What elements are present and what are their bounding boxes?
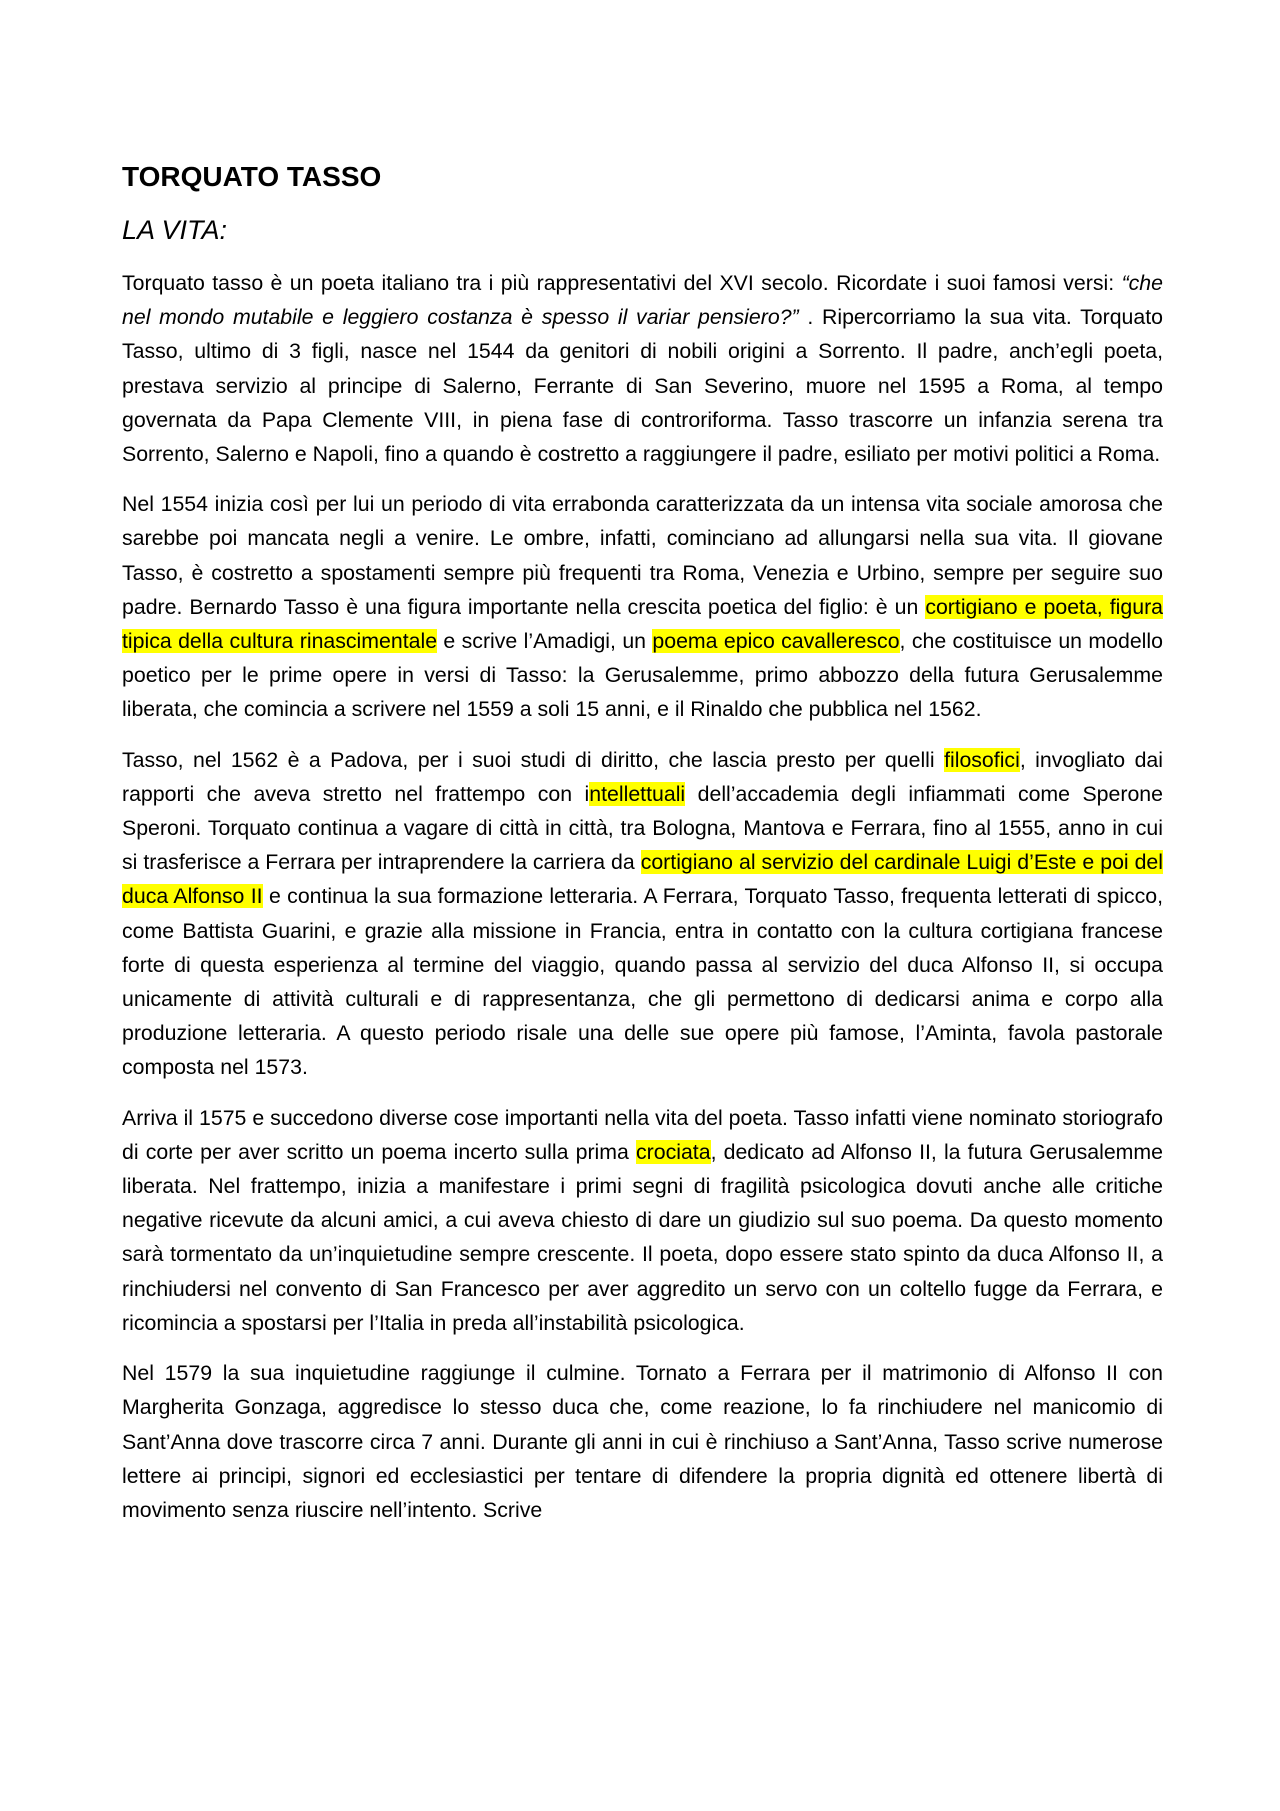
text-run: , dedicato ad Alfonso II, la futura Gerusalemme liberata. Nel frattempo, inizia a manifestare i primi segni di fragilità psicologica dovuti anche alle critiche negative ricevute da alcuni amici, a cui aveva chiesto di dare un giudizio sul suo poema. Da questo momento sarà tormentato da un’inquietudine sempre crescente. Il poeta, dopo essere stato spinto da duca Alfonso II, a rinchiudersi nel convento di San Francesco per aver aggredito un servo con un coltello fugge da Ferrara, e ricomincia a spostarsi per l’Italia in preda all’instabilità psicologica. bbox=[122, 1139, 1163, 1335]
section-heading: LA VITA: bbox=[122, 215, 228, 245]
text-run: , che costituisce un modello poetico per le prime opere in versi di Tasso: la Gerusalemme, primo abbozzo della futura Gerusalemme liberata, che comincia a scrivere nel 1559 a soli 15 anni, e il Rinaldo che pubblica nel 1562. bbox=[122, 629, 1163, 722]
quoted-verse: “che nel mondo mutabile e leggiero costanza è spesso il variar pensiero?” bbox=[122, 271, 1163, 330]
highlighted-text: crociata bbox=[636, 1139, 711, 1164]
text-run: , invogliato dai rapporti che aveva stretto nel frattempo con i bbox=[122, 747, 1163, 806]
text-run: e scrive l’Amadigi, un bbox=[437, 629, 653, 654]
text-run: Nel 1579 la sua inquietudine raggiunge il culmine. Tornato a Ferrara per il matrimonio di Alfonso II con Margherita Gonzaga, aggredisce lo stesso duca che, come reazione, lo fa rinchiudere nel manicomio di Sant’Anna dove trascorre circa 7 anni. Durante gli anni in cui è rinchiuso a Sant’Anna, Tasso scrive numerose lettere ai principi, signori ed ecclesiastici per tentare di difendere la propria dignità ed ottenere libertà di movimento senza riuscire nell’intento. Scrive bbox=[122, 1361, 1163, 1522]
text-run: Torquato tasso è un poeta italiano tra i più rappresentativi del XVI secolo. Ricordate i suoi famosi versi: bbox=[122, 271, 1122, 295]
text-run: Tasso, nel 1562 è a Padova, per i suoi studi di diritto, che lascia presto per quelli bbox=[122, 747, 945, 772]
text-run: e continua la sua formazione letteraria. A Ferrara, Torquato Tasso, frequenta letterati di spicco, come Battista Guarini, e grazie alla missione in Francia, entra in contatto con la cultura cortigiana francese forte di questa esperienza al termine del viaggio, quando passa al servizio del duca Alfonso II, si occupa unicamente di attività culturali e di rappresentanza, che gli permettono di dedicarsi anima e corpo alla produzione letteraria. A questo periodo risale una delle sue opere più famose, l’Aminta, favola pastorale composta nel 1573. bbox=[122, 884, 1163, 1080]
highlighted-text: filosofici bbox=[944, 747, 1020, 772]
text-run: . Ripercorriamo la sua vita. Torquato Tasso, ultimo di 3 figli, nasce nel 1544 da genitori di nobili origini a Sorrento. Il padre, anch’egli poeta, prestava servizio al principe di Salerno, Ferrante di San Severino, muore nel 1595 a Roma, al tempo governata da Papa Clemente VIII, in piena fase di controriforma. Tasso trascorre un infanzia serena tra Sorrento, Salerno e Napoli, fino a quando è costretto a raggiungere il padre, esiliato per motivi politici a Roma. bbox=[122, 305, 1163, 467]
highlighted-text: cortigiano e poeta, figura tipica della cultura rinascimentale bbox=[122, 594, 1163, 654]
paragraph-1 bbox=[122, 266, 1163, 471]
text-run: Nel 1554 inizia così per lui un periodo di vita errabonda caratterizzata da un intensa vita sociale amorosa che sarebbe poi mancata negli a venire. Le ombre, infatti, cominciano ad allungarsi nella sua vita. Il giovane Tasso, è costretto a spostamenti sempre più frequenti tra Roma, Venezia e Urbino, sempre per seguire suo padre. Bernardo Tasso è una figura importante nella crescita poetica del figlio: è un bbox=[122, 492, 1163, 619]
document-title: TORQUATO TASSO bbox=[122, 161, 382, 192]
highlighted-text: cortigiano al servizio del cardinale Luigi d’Este e poi del duca Alfonso II bbox=[122, 850, 1164, 909]
paragraph-2 bbox=[122, 487, 1163, 726]
highlighted-text: poema epico cavalleresco bbox=[652, 629, 900, 654]
highlighted-text: ntellettuali bbox=[589, 781, 686, 806]
text-run: Arriva il 1575 e succedono diverse cose importanti nella vita del poeta. Tasso infatti viene nominato storiografo di corte per aver scritto un poema incerto sulla prima bbox=[122, 1105, 1163, 1164]
paragraph-5 bbox=[122, 1356, 1163, 1527]
paragraph-4 bbox=[122, 1101, 1163, 1340]
paragraph-3 bbox=[122, 743, 1163, 1085]
text-run: dell’accademia degli infiammati come Sperone Speroni. Torquato continua a vagare di città in città, tra Bologna, Mantova e Ferrara, fino al 1555, anno in cui si trasferisce a Ferrara per intraprendere la carriera da bbox=[122, 781, 1163, 875]
